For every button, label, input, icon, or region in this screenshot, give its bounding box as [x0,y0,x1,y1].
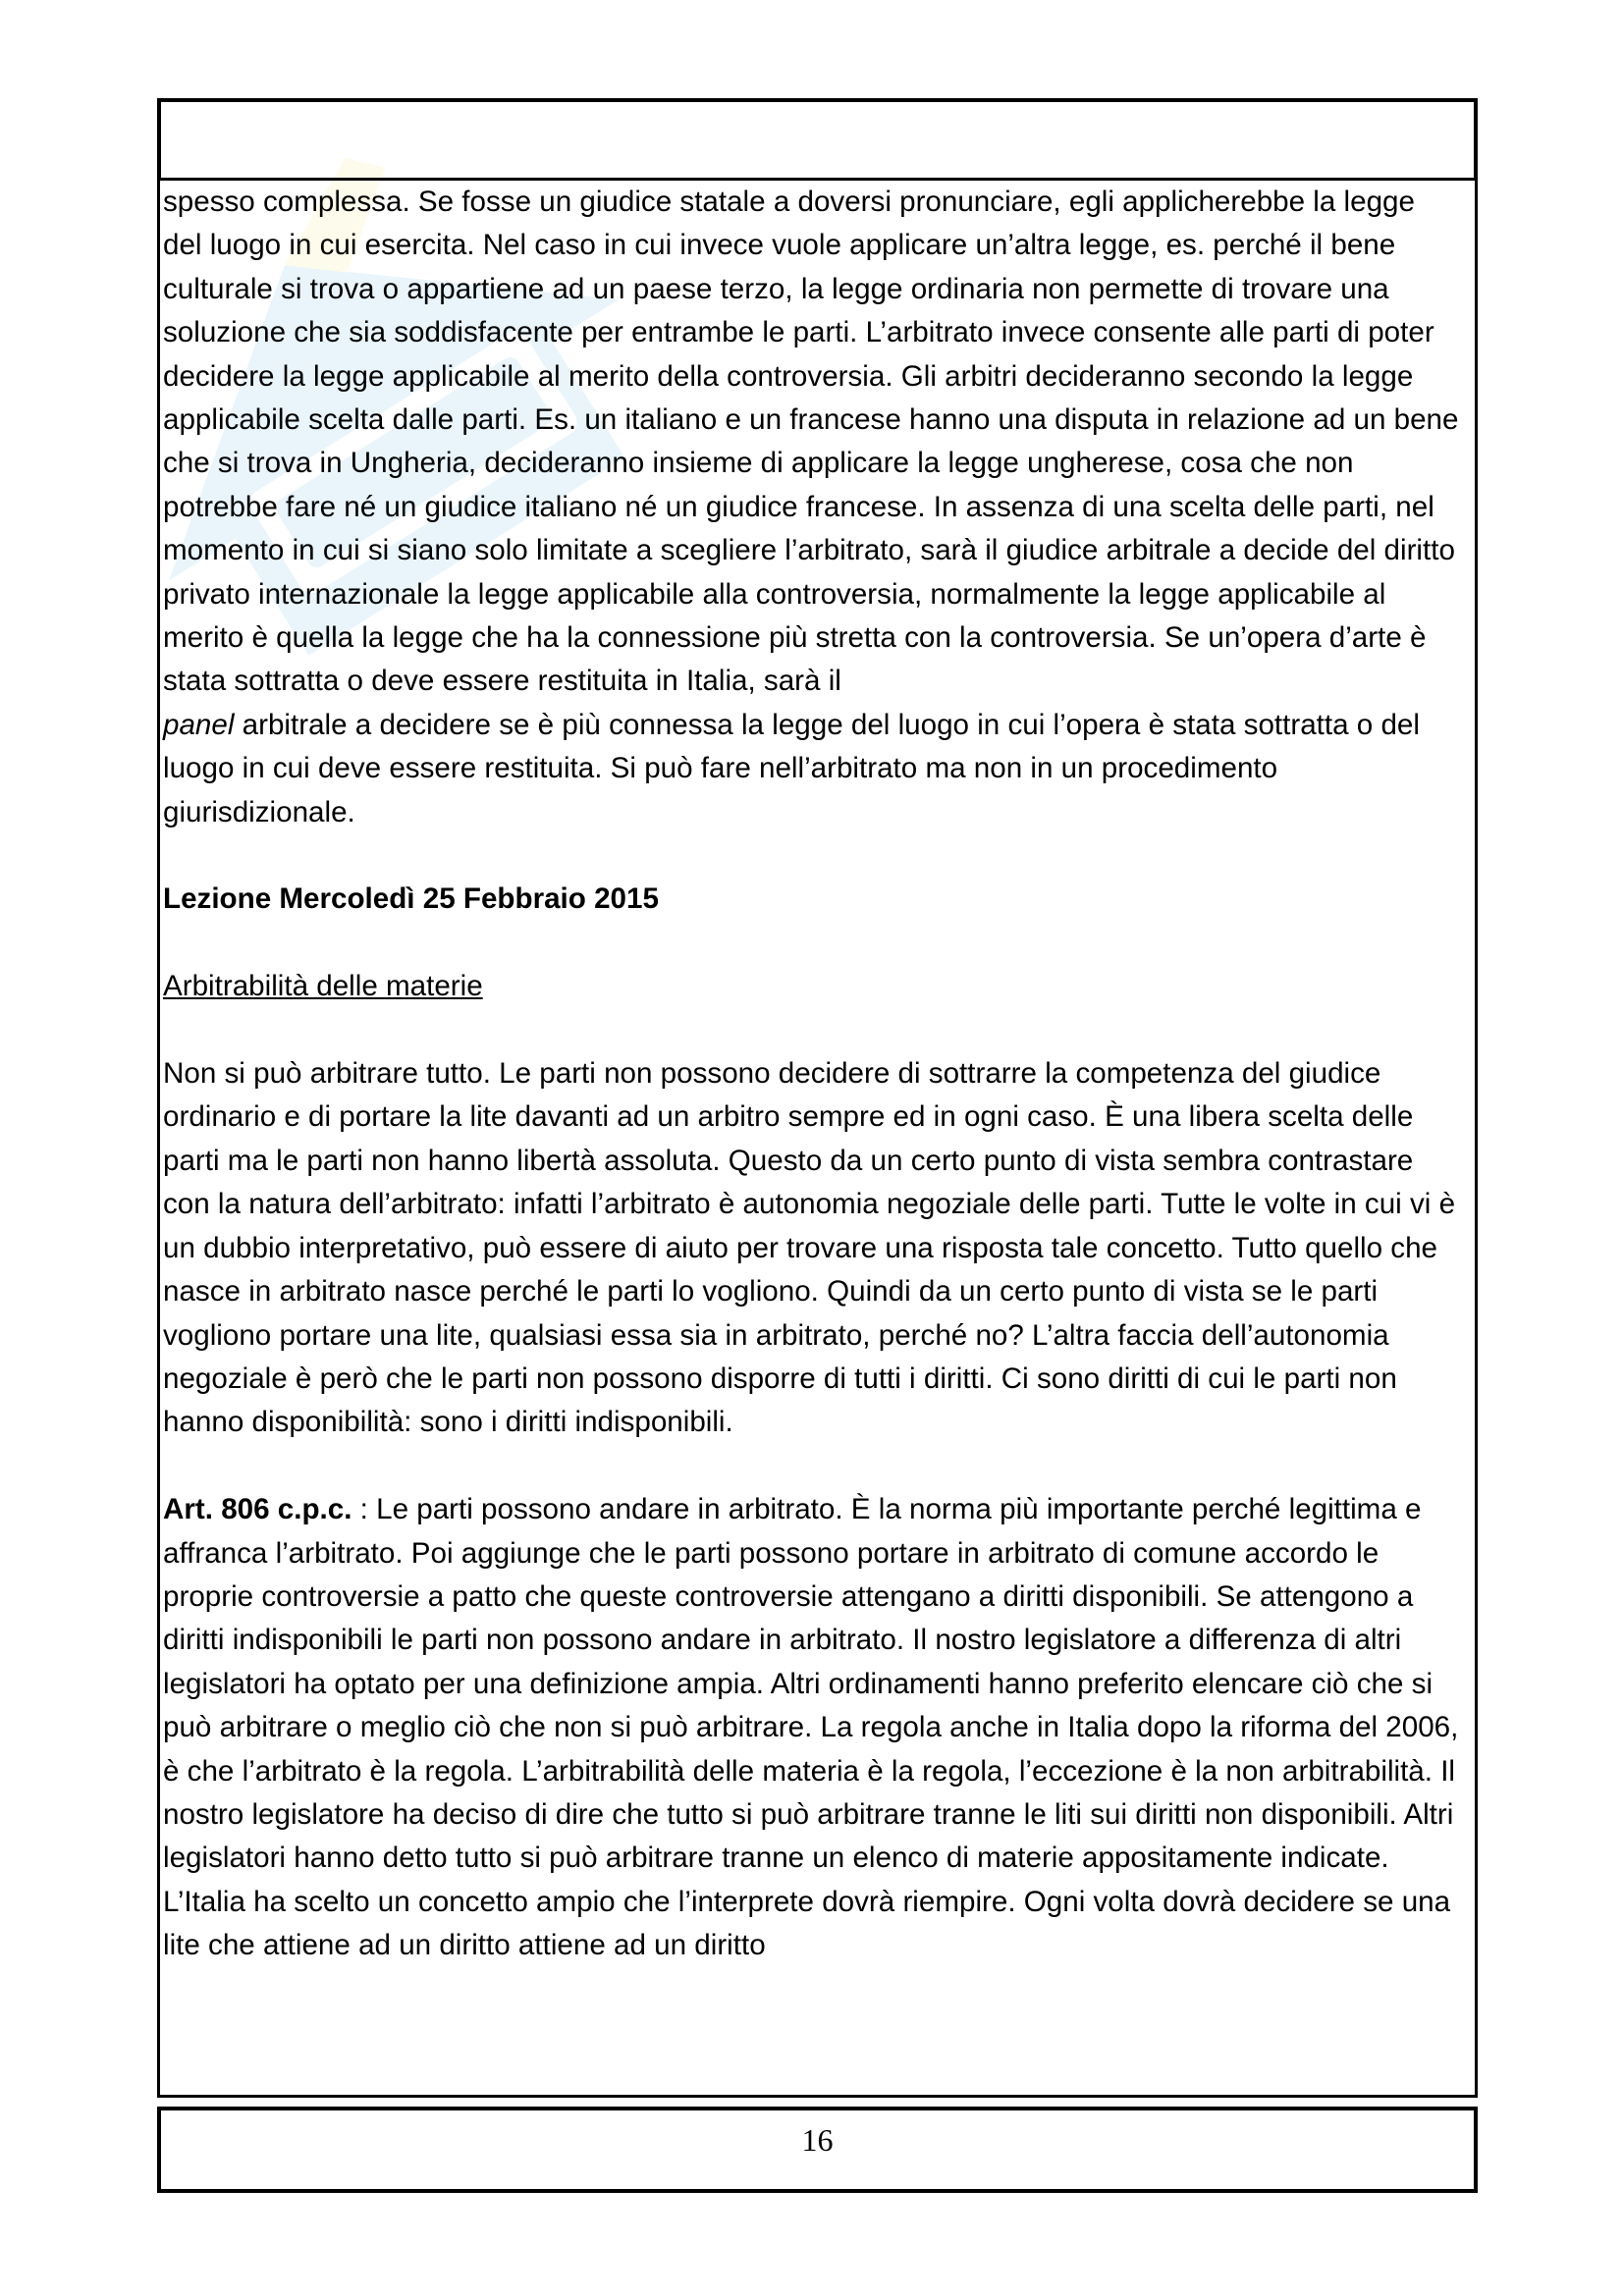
paragraph-1-end: arbitrale a decidere se è più connessa la legge del luogo in cui l’opera è stata sottratta o del luogo in cui deve essere restituita. Si può fare nell’arbitrato ma non in un procedimento giurisdizionale. [163,708,1420,828]
paragraph-diritti-indisponibili: Non si può arbitrare tutto. Le parti non possono decidere di sottrarre la competenza del giudice ordinario e di portare la lite davanti ad un arbitro sempre ed in ogni caso. È una libera scelta delle parti ma le parti non hanno libertà assoluta. Questo da un certo punto di vista sembra contrastare con la natura dell’arbitrato: infatti l’arbitrato è autonomia negoziale delle parti. Tutte le volte in cui vi è un dubbio interpretativo, può essere di aiuto per trovare una risposta tale concetto. Tutto quello che nasce in arbitrato nasce perché le parti lo vogliono. Quindi da un certo punto di vista se le parti vogliono portare una lite, qualsiasi essa sia in arbitrato, perché no? L’altra faccia dell’autonomia negoziale è però che le parti non possono disporre di tutti i diritti. Ci sono diritti di cui le parti non hanno disponibilità: sono i diritti indisponibili. [163,1057,1456,1439]
paragraph-1-text: spesso complessa. Se fosse un giudice statale a doversi pronunciare, egli applicherebbe la legge del luogo in cui esercita. Nel caso in cui invece vuole applicare un’altra legge, es. perché il bene culturale si trova o appartiene ad un paese terzo, la legge ordinaria non permette di trovare una soluzione che sia soddisfacente per entrambe le parti. L’arbitrato invece consente alle parti di poter decidere la legge applicabile al merito della controversia. Gli arbitri decideranno secondo la legge applicabile scelta dalle parti. Es. un italiano e un francese hanno una disputa in relazione ad un bene che si trova in Ungheria, decideranno insieme di applicare la legge ungherese, cosa che non potrebbe fare né un giudice italiano né un giudice francese. In assenza di una scelta delle parti, nel momento in cui si siano solo limitate a scegliere l’arbitrato, sarà il giudice arbitrale a decide del diritto privato internazionale la legge applicabile alla controversia, normalmente la legge applicabile al merito è quella la legge che ha la connessione più stretta con la controversia. Se un’opera d’arte è stata sottratta o deve essere restituita in Italia, sarà il [163,186,1459,698]
document-body [157,181,1478,2098]
italic-term-panel: panel [163,708,235,741]
lesson-heading: Lezione Mercoledì 25 Febbraio 2015 [163,882,659,916]
paragraph-arbitrato-legge-applicabile [163,181,1461,834]
paragraph-art-806 [163,1488,1461,1967]
footer-frame [157,2107,1478,2193]
header-frame [157,98,1478,181]
article-reference: Art. 806 c.p.c. [163,1493,352,1526]
section-title: Arbitrabilità delle materie [163,970,483,1003]
page-number: 16 [801,2122,834,2158]
paragraph-3-text: : Le parti possono andare in arbitrato. È la norma più importante perché legittima e affranca l’arbitrato. Poi aggiunge che le parti possono portare in arbitrato di comune accordo le proprie controversie a patto che queste controversie attengano a diritti disponibili. Se attengono a diritti indisponibili le parti non possono andare in arbitrato. Il nostro legislatore a differenza di altri legislatori ha optato per una definizione ampia. Altri ordinamenti hanno preferito elencare ciò che si può arbitrare o meglio ciò che non si può arbitrare. La regola anche in Italia dopo la riforma del 2006, è che l’arbitrato è la regola. L’arbitrabilità delle materia è la regola, l’eccezione è la non arbitrabilità. Il nostro legislatore ha deciso di dire che tutto si può arbitrare tranne le liti sui diritti non disponibili. Altri legislatori hanno detto tutto si può arbitrare tranne un elenco di materie appositamente indicate. L’Italia ha scelto un concetto ampio che l’interprete dovrà riempire. Ogni volta dovrà decidere se una lite che attiene ad un diritto attiene ad un diritto [163,1493,1459,1962]
